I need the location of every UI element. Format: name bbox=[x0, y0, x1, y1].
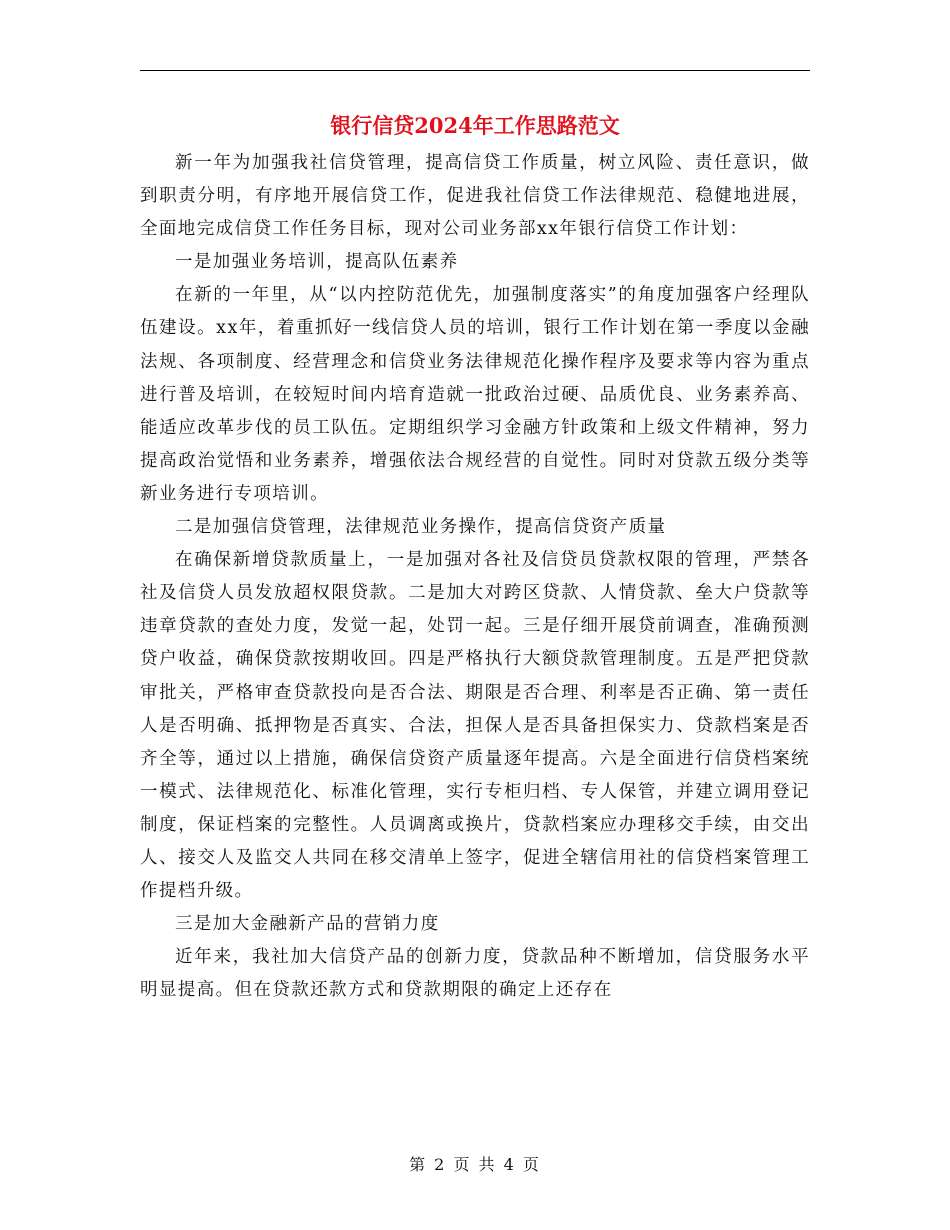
header-rule bbox=[140, 70, 810, 71]
paragraph-intro: 新一年为加强我社信贷管理，提高信贷工作质量，树立风险、责任意识，做到职责分明，有序地开展信贷工作，促进我社信贷工作法律规范、稳健地进展，全面地完成信贷工作任务目标，现对公司业务部xx年银行信贷工作计划： bbox=[140, 153, 810, 240]
document-body bbox=[140, 147, 810, 1007]
page-number-footer: 第 2 页 共 4 页 bbox=[409, 1155, 541, 1174]
section-heading-1: 一是加强业务培训，提高队伍素养 bbox=[175, 252, 459, 273]
paragraph-section-3: 近年来，我社加大信贷产品的创新力度，贷款品种不断增加，信贷服务水平明显提高。但在贷款还款方式和贷款期限的确定上还存在 bbox=[140, 947, 810, 1001]
paragraph-section-2: 在确保新增贷款质量上，一是加强对各社及信贷员贷款权限的管理，严禁各社及信贷人员发放超权限贷款。二是加大对跨区贷款、人情贷款、垒大户贷款等违章贷款的查处力度，发觉一起，处罚一起。三是仔细开展贷前调查，准确预测贷户收益，确保贷款按期收回。四是严格执行大额贷款管理制度。五是严把贷款审批关，严格审查贷款投向是否合法、期限是否合理、利率是否正确、第一责任人是否明确、抵押物是否真实、合法，担保人是否具备担保实力、贷款档案是否齐全等，通过以上措施，确保信贷资产质量逐年提高。六是全面进行信贷档案统一模式、法律规范化、标准化管理，实行专柜归档、专人保管，并建立调用登记制度，保证档案的完整性。人员调离或换片，贷款档案应办理移交手续，由交出人、接交人及监交人共同在移交清单上签字，促进全辖信用社的信贷档案管理工作提档升级。 bbox=[140, 550, 810, 902]
document-title: 银行信贷2024年工作思路范文 bbox=[330, 113, 620, 138]
paragraph-section-1: 在新的一年里，从“以内控防范优先，加强制度落实”的角度加强客户经理队伍建设。xx年，着重抓好一线信贷人员的培训，银行工作计划在第一季度以金融法规、各项制度、经营理念和信贷业务法律规范化操作程序及要求等内容为重点进行普及培训，在较短时间内培育造就一批政治过硬、品质优良、业务素养高、能适应改革步伐的员工队伍。定期组织学习金融方针政策和上级文件精神，努力提高政治觉悟和业务素养，增强依法合规经营的自觉性。同时对贷款五级分类等新业务进行专项培训。 bbox=[140, 285, 810, 504]
section-heading-3: 三是加大金融新产品的营销力度 bbox=[175, 914, 440, 935]
section-heading-2: 二是加强信贷管理，法律规范业务操作，提高信贷资产质量 bbox=[175, 517, 667, 538]
